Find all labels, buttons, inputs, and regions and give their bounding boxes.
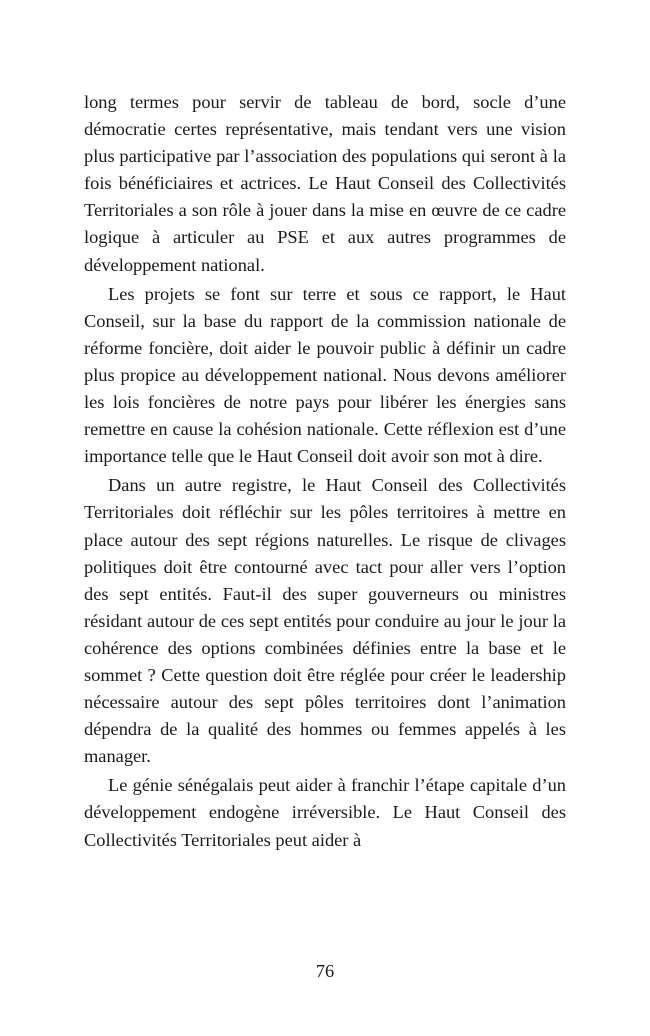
paragraph-continuation: long termes pour servir de tableau de bord, socle d’une démocratie certes représentative, mais tendant vers une vision plus participative par l’association des populations qui seront à la fois bénéficiaires et actrices. Le Haut Conseil des Collectivités Territoriales a son rôle à jouer dans la mise en œuvre de ce cadre logique à articuler au PSE et aux autres programmes de développement national. xyxy=(84,92,566,275)
paragraph-senegalese-genius: Le génie sénégalais peut aider à franchir l’étape capitale d’un développement endogène irréversible. Le Haut Conseil des Collectivités Territoriales peut aider à xyxy=(84,775,566,850)
paragraph-land-reform: Les projets se font sur terre et sous ce rapport, le Haut Conseil, sur la base du rapport de la commission nationale de réforme foncière, doit aider le pouvoir public à définir un cadre plus propice au développement national. Nous devons améliorer les lois foncières de notre pays pour libérer les énergies sans remettre en cause la cohésion nationale. Cette réflexion est d’une importance telle que le Haut Conseil doit avoir son mot à dire. xyxy=(84,283,566,467)
page-number: 76 xyxy=(315,961,335,981)
page-body xyxy=(84,89,566,854)
paragraph-territorial-poles: Dans un autre registre, le Haut Conseil des Collectivités Territoriales doit réfléchir sur les pôles territoires à mettre en place autour des sept régions naturelles. Le risque de clivages politiques doit être contourné avec tact pour aller vers l’option des sept entités. Faut-il des super gouverneurs ou ministres résidant autour de ces sept entités pour conduire au jour le jour la cohérence des options combinées définies entre la base et le sommet ? Cette question doit être réglée pour créer le leadership nécessaire autour des sept pôles territoires dont l’animation dépendra de la qualité des hommes ou femmes appelés à les manager. xyxy=(84,475,566,767)
